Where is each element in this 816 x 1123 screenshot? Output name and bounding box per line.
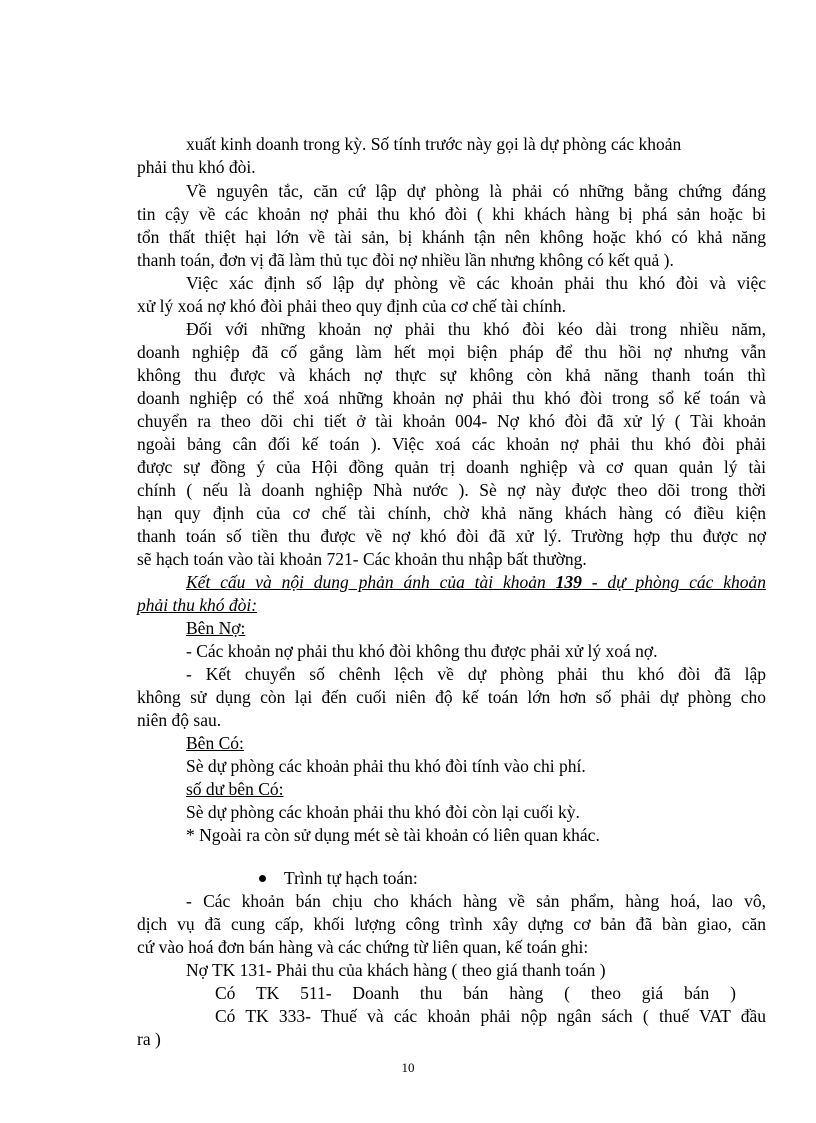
heading-text: Kết cấu và nội dung phản ánh của tài khoản [186, 572, 556, 592]
ben-no-item: không sử dụng còn lại đến cuối niên độ kế toán lớn hơn số phải dự phòng cho [137, 687, 766, 707]
text-line: xử lý xoá nợ khó đòi phải theo quy định của cơ chế tài chính. [137, 296, 566, 316]
text-line: hạn quy định của cơ chế tài chính, chờ khả năng khách hàng có điều kiện [137, 503, 766, 523]
ben-co-label: Bên Có: [186, 733, 244, 753]
text-line: doanh nghiệp có thể xoá những khoản nợ phải thu khó đòi trong sổ kế toán và [137, 388, 766, 408]
debit-entry: Nợ TK 131- Phải thu của khách hàng ( theo giá thanh toán ) [186, 960, 606, 980]
trinh-tu-text: cứ vào hoá đơn bán hàng và các chứng từ liên quan, kế toán ghi: [137, 937, 589, 957]
so-du-label: số dư bên Có: [186, 779, 284, 799]
text-line: doanh nghiệp đã cố gắng làm hết mọi biện pháp để thu hồi nợ nhưng vẫn [137, 342, 766, 362]
text-line: không thu được và khách nợ thực sự không còn khả năng thanh toán thì [137, 365, 766, 385]
text-line: Về nguyên tắc, căn cứ lập dự phòng là phải có những bằng chứng đáng [186, 181, 766, 201]
text-line: sẽ hạch toán vào tài khoản 721- Các khoản thu nhập bất thường. [137, 549, 587, 569]
credit-entry: Có TK 511- Doanh thu bán hàng ( theo giá bán ) [215, 983, 736, 1003]
heading-account-number: 139 [555, 572, 582, 592]
note-text: * Ngoài ra còn sử dụng mét sè tài khoản có liên quan khác. [186, 825, 600, 845]
trinh-tu-text: - Các khoản bán chịu cho khách hàng về sản phẩm, hàng hoá, lao vô, [186, 891, 766, 911]
ben-no-label: Bên Nợ: [186, 618, 246, 638]
ben-no-item: - Các khoản nợ phải thu khó đòi không thu được phải xử lý xoá nợ. [186, 641, 658, 661]
text-line: Đối với những khoản nợ phải thu khó đòi kéo dài trong nhiều năm, [186, 319, 766, 339]
text-line: ngoài bảng cân đối kế toán ). Việc xoá các khoản nợ phải thu khó đòi phải [137, 434, 766, 454]
page-number: 10 [401, 1060, 415, 1075]
section-heading-line2: phải thu khó đòi: [137, 595, 258, 615]
text-line: xuất kinh doanh trong kỳ. Số tính trước này gọi là dự phòng các khoản [186, 134, 682, 154]
heading-text: - dự phòng các khoản [581, 572, 766, 592]
ben-co-text: Sè dự phòng các khoản phải thu khó đòi tính vào chi phí. [186, 756, 586, 776]
section-heading [186, 571, 766, 594]
text-line: Việc xác định số lập dự phòng về các khoản phải thu khó đòi và việc [186, 273, 766, 293]
trinh-tu-text: dịch vụ đã cung cấp, khối lượng công trình xây dựng cơ bản đã bàn giao, căn [137, 914, 766, 934]
ben-no-item: - Kết chuyển số chênh lệch về dự phòng phải thu khó đòi đã lập [186, 664, 766, 684]
text-line: thanh toán số tiền thu được về nợ khó đòi đã xử lý. Trường hợp thu được nợ [137, 526, 766, 546]
bullet-icon [259, 875, 266, 882]
credit-entry-cont: ra ) [137, 1029, 161, 1049]
text-line: phải thu khó đòi. [137, 157, 256, 177]
so-du-text: Sè dự phòng các khoản phải thu khó đòi còn lại cuối kỳ. [186, 802, 580, 822]
text-line: thanh toán, đơn vị đã làm thủ tục đòi nợ nhiều lần nhưng không có kết quả ). [137, 250, 674, 270]
text-line: tin cậy về các khoản nợ phải thu khó đòi ( khi khách hàng bị phá sản hoặc bi [137, 204, 766, 224]
credit-entry: Có TK 333- Thuế và các khoản phải nộp ngân sách ( thuế VAT đầu [215, 1006, 766, 1026]
trinh-tu-title: Trình tự hạch toán: [284, 868, 418, 888]
text-line: chính ( nếu là doanh nghiệp Nhà nước ). Sè nợ này được theo dõi trong thời [137, 480, 766, 500]
text-line: chuyển ra theo dõi chi tiết ở tài khoản 004- Nợ khó đòi đã xử lý ( Tài khoản [137, 411, 766, 431]
ben-no-item: niên độ sau. [137, 710, 222, 730]
text-line: được sự đồng ý của Hội đồng quản trị doanh nghiệp và cơ quan quản lý tài [137, 457, 766, 477]
text-line: tổn thất thiệt hại lớn về tài sản, bị khánh tận nên không hoặc khó có khả năng [137, 227, 766, 247]
